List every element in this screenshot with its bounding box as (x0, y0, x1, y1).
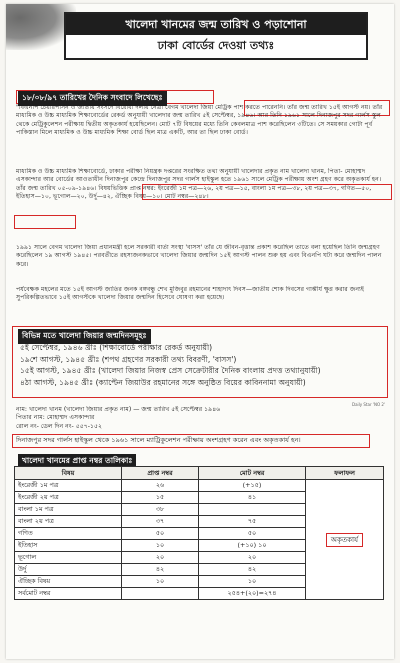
obtained-cell: ১৫ (122, 492, 199, 504)
subject-cell: ভূগোল (15, 552, 122, 564)
obtained-cell: ৫০ (122, 528, 199, 540)
exam-info-line: নাম: খালেদা খানম (খালেদা জিয়ার প্রকৃত নাম) — জন্ম তারিখ ৫ই সেপ্টেম্বর ১৯৪৬ (16, 406, 221, 413)
title-line-2: ঢাকা বোর্ডের দেওয়া তথ্যঃ (157, 39, 275, 52)
subject-cell: ইংরেজী ২য় পত্র (15, 492, 122, 504)
total-cell: ২৫৪+(২০)=২৭৪ (199, 588, 306, 600)
total-cell: ৪২ (199, 564, 306, 576)
subject-cell: বাংলা ২য় পত্র (15, 516, 122, 528)
title-box (64, 12, 368, 60)
obtained-cell: ২০ (122, 552, 199, 564)
paragraph-3: ১৯৯১ সালে বেগম খালেদা জিয়া প্রধানমন্ত্রী হলে সরকারী বার্তা সংস্থা 'বাসস' তাঁর যে জীবন-বৃত্তান্ত প্রকাশ করেছিল তাতে বলা হয়েছিল তিনি জন্মগ্রহণ করেছিলেন ১৯ আগস্ট ১৯৪৫। পরবর্তীতে রহস্যজনকভাবে খালেদা জিয়ার জন্মদিন ১৫ই আগস্ট পালন শুরু হয় এবং বিএনপি ঘটা করে জন্মদিন পালন করে। (16, 244, 382, 268)
result-cell (306, 480, 384, 600)
marks-table (14, 466, 384, 600)
dob-item: ১৯শে আগস্ট, ১৯৪৫ খ্রীঃ (শপথ গ্রহণের সরকারী তথ্য বিবরণী, 'বাসস') (20, 354, 237, 364)
exam-info-line: পিতার নাম: মোহাম্মদ এসকান্দার (16, 414, 95, 422)
total-cell: (+১০) ১০ (199, 540, 306, 552)
table-row (15, 480, 384, 492)
title-line-1: খালেদা খানমের জন্ম তারিখ ও পড়াশোনা (66, 14, 366, 35)
intro-heading: ১৮/০৮/৯৭ তারিখের দৈনিক সংবাদে লিখেছেঃ (18, 91, 167, 106)
paragraph-1: "বিএনপি চেয়ারপার্সন ও জাতীয় সংসদে বিরোধী দলীয় নেত্রী বেগম খালেদা জিয়া মেট্রিক পাশ করতে পারেননি। তাঁর জন্ম তারিখ ১৫ই আগস্ট নয়। তাঁর মাধ্যমিক ও উচ্চ মাধ্যমিক শিক্ষাবোর্ডের রেকর্ড অনুযায়ী খালেদার জন্ম তারিখ ৫ই সেপ্টেম্বর, ১৯৪৬। আর তিনি ১৯৬১ সালে দিনাজপুর সদর গার্লস স্কুল থেকে মেট্রিকুলেশন পরীক্ষায় দ্বিতীয় অকৃতকার্য হয়েছিলেন। মোট ৭টি বিষয়ের মধ্যে তিনি কেবলমাত্র পাশ করেছিলেন ৩টিতে। সে সময়কার গোটা পূর্ব পাকিস্তান মিলে মাধ্যমিক ও উচ্চ মাধ্যমিক শিক্ষা বোর্ড ছিল মাত্র একটি, আর তা ছিল ঢাকা বোর্ড। (16, 104, 383, 137)
total-cell: (+১৫) (199, 480, 306, 492)
subject-cell: সর্বমোট নম্বর (15, 588, 122, 600)
exam-highlight-text: দিনাজপুর সদর গার্লস হাইস্কুল থেকে ১৯৬১ সালে ম্যাট্রিকুলেশন পরীক্ষায় অংশগ্রহণ করেন এবং অকৃতকার্য হন। (16, 436, 301, 444)
result-label: অকৃতকার্য (326, 533, 363, 547)
total-cell: ১০ (199, 576, 306, 588)
exam-info (16, 406, 384, 434)
obtained-cell: ১০ (122, 576, 199, 588)
dob-list (20, 342, 380, 388)
header-subject: বিষয় (15, 467, 122, 480)
obtained-cell: ২৬ (122, 480, 199, 492)
dob-heading: বিভিন্ন মতে খালেদা জিয়ার জন্মদিনসমূহঃ (18, 329, 151, 344)
total-cell: ৭৫ (199, 516, 306, 528)
obtained-cell: ৩৭ (122, 516, 199, 528)
header-total: মোট নম্বর (199, 467, 306, 480)
dob-item: ৪ঠা আগস্ট, ১৯৪৫ খ্রীঃ (ক্যাপ্টেন জিয়াউর রহমানের সঙ্গে অনুষ্ঠিত বিয়ের কাবিননামা অনুযায়ী) (20, 377, 306, 387)
obtained-cell: ১০ (122, 540, 199, 552)
header-result: ফলাফল (306, 467, 384, 480)
subject-cell: গণিত (15, 528, 122, 540)
dob-item: ১৫ই আগস্ট, ১৯৪৫ খ্রীঃ (খালেদা জিয়ার নিজস্ব প্রেস সেক্রেটারীর দৈনিক বাংলায় প্রদত্ত তথ্যানুযায়ী) (20, 366, 321, 375)
total-cell: ২০ (199, 552, 306, 564)
marks-heading: খালেদা খানমের প্রাপ্ত নম্বর তালিকাঃ (18, 454, 136, 469)
subject-cell: ইতিহাস (15, 540, 122, 552)
paragraph-2: মাধ্যমিক ও উচ্চ মাধ্যমিক শিক্ষাবোর্ডে, ঢাকার পরীক্ষা নিয়ন্ত্রক দপ্তরের সংরক্ষিত তথ্য অনুযায়ী খালেদার প্রকৃত নাম খালেদা খানম, পিতা- মোহাম্মদ এসকান্দার আর বোর্ডের আওতাধীন দিনাজপুর কেন্দ্রে দিনাজপুর সদর গার্লস হাইস্কুল হতে ১৯৬১ সালে মেট্রিক পরীক্ষায় অংশ গ্রহণ করে অকৃতকার্য হন। তাঁর জন্ম তারিখ ০৫-০৯-১৯৪৬। বিষয়ভিত্তিক প্রাপ্ত নম্বর: ইংরেজী ১ম পত্র—২৬, ২য় পত্র—১৫, বাংলা ১ম পত্র—৩৮, ২য় পত্র—৩৭, গণিত—৫০, ইতিহাস—১০, ভূগোল—২০, উর্দু—৪২, ঐচ্ছিক বিষয়—১০। মোট নম্বর—২৪৮। (16, 168, 382, 201)
total-cell: ৫০ (199, 528, 306, 540)
subject-cell: ঐচ্ছিক বিষয় (15, 576, 122, 588)
total-cell: ৪১ (199, 492, 306, 504)
total-cell (199, 504, 306, 516)
obtained-cell: ৩৮ (122, 504, 199, 516)
stamp-text: Daily Star 'NO 2' (352, 402, 386, 407)
obtained-cell (122, 588, 199, 600)
subject-cell: বাংলা ১ম পত্র (15, 504, 122, 516)
header-obtained: প্রাপ্ত নম্বর (122, 467, 199, 480)
dob-item: ৫ই সেপ্টেম্বর, ১৯৪৬ খ্রীঃ (শিক্ষাবোর্ডে পরীক্ষার রেকর্ড অনুযায়ী) (20, 343, 213, 352)
subject-cell: ইংরেজী ১ম পত্র (15, 480, 122, 492)
obtained-cell: ৪২ (122, 564, 199, 576)
exam-info-line: রোল নং- ডেল দিন নং- ৫৫৭-১৫২ (16, 422, 103, 430)
table-header-row (15, 467, 384, 480)
paragraph-4: পর্যবেক্ষক মহলের মতে ১৫ই আগস্ট জাতির জনক বঙ্গবন্ধু শেখ মুজিবুর রহমানের শাহাদাৎ দিবস—জাতীয় শোক দিবসের গাম্ভীর্য ক্ষুণ্ণ করার জন্যই সুপরিকল্পিতভাবে ১৫ই আগস্টকে খালেদা জিয়ার জন্মদিন হিসেবে ঘোষণা করা হয়েছে। (16, 286, 365, 302)
subject-cell: উর্দু (15, 564, 122, 576)
document-page (6, 4, 394, 659)
